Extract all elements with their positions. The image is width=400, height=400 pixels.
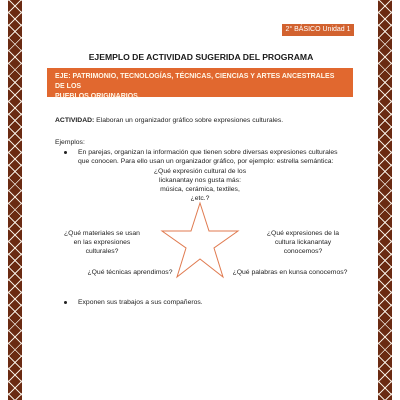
- examples-label: Ejemplos:: [55, 139, 85, 146]
- activity-label: ACTIVIDAD:: [55, 117, 95, 124]
- activity-text: Elaboran un organizador gráfico sobre expresiones culturales.: [94, 117, 284, 124]
- grade-unit-tag: 2° BÁSICO Unidad 1: [282, 24, 354, 36]
- list-item-text: En parejas, organizan la información que tienen sobre diversas expresiones culturales que conocen. Para ello usan un organizador gráfico, por ejemplo: estrella semántica:: [78, 149, 338, 165]
- star-question-bottom-left: ¿Qué técnicas aprendimos?: [87, 269, 173, 276]
- star-question-right: ¿Qué expresiones de la cultura lickanantay conocemos?: [266, 230, 340, 255]
- activity-statement: [55, 117, 283, 124]
- page-title: EJEMPLO DE ACTIVIDAD SUGERIDA DEL PROGRAMA: [88, 52, 314, 62]
- list-item: [78, 148, 348, 166]
- semantic-star-shape: [162, 203, 238, 277]
- axis-banner-line-2: PUEBLOS ORIGINARIOS.: [55, 93, 140, 100]
- star-question-top: ¿Qué expresión cultural de los lickanantay nos gusta más: música, cerámica, textiles, ¿etc.?: [153, 168, 247, 202]
- star-question-bottom-right: ¿Qué palabras en kunsa conocemos?: [232, 269, 348, 276]
- star-question-left: ¿Qué materiales se usan en las expresiones culturales?: [64, 230, 140, 255]
- bullet-icon: [64, 301, 67, 304]
- bullet-icon: [64, 151, 67, 154]
- axis-banner: [47, 68, 353, 100]
- decorative-border-left: [8, 0, 22, 400]
- decorative-border-right: [378, 0, 392, 400]
- axis-banner-line-1: EJE: PATRIMONIO, TECNOLOGÍAS, TÉCNICAS, CIENCIAS Y ARTES ANCESTRALES DE LOS: [55, 73, 335, 90]
- list-item: [78, 298, 203, 307]
- list-item-text: Exponen sus trabajos a sus compañeros.: [78, 299, 203, 306]
